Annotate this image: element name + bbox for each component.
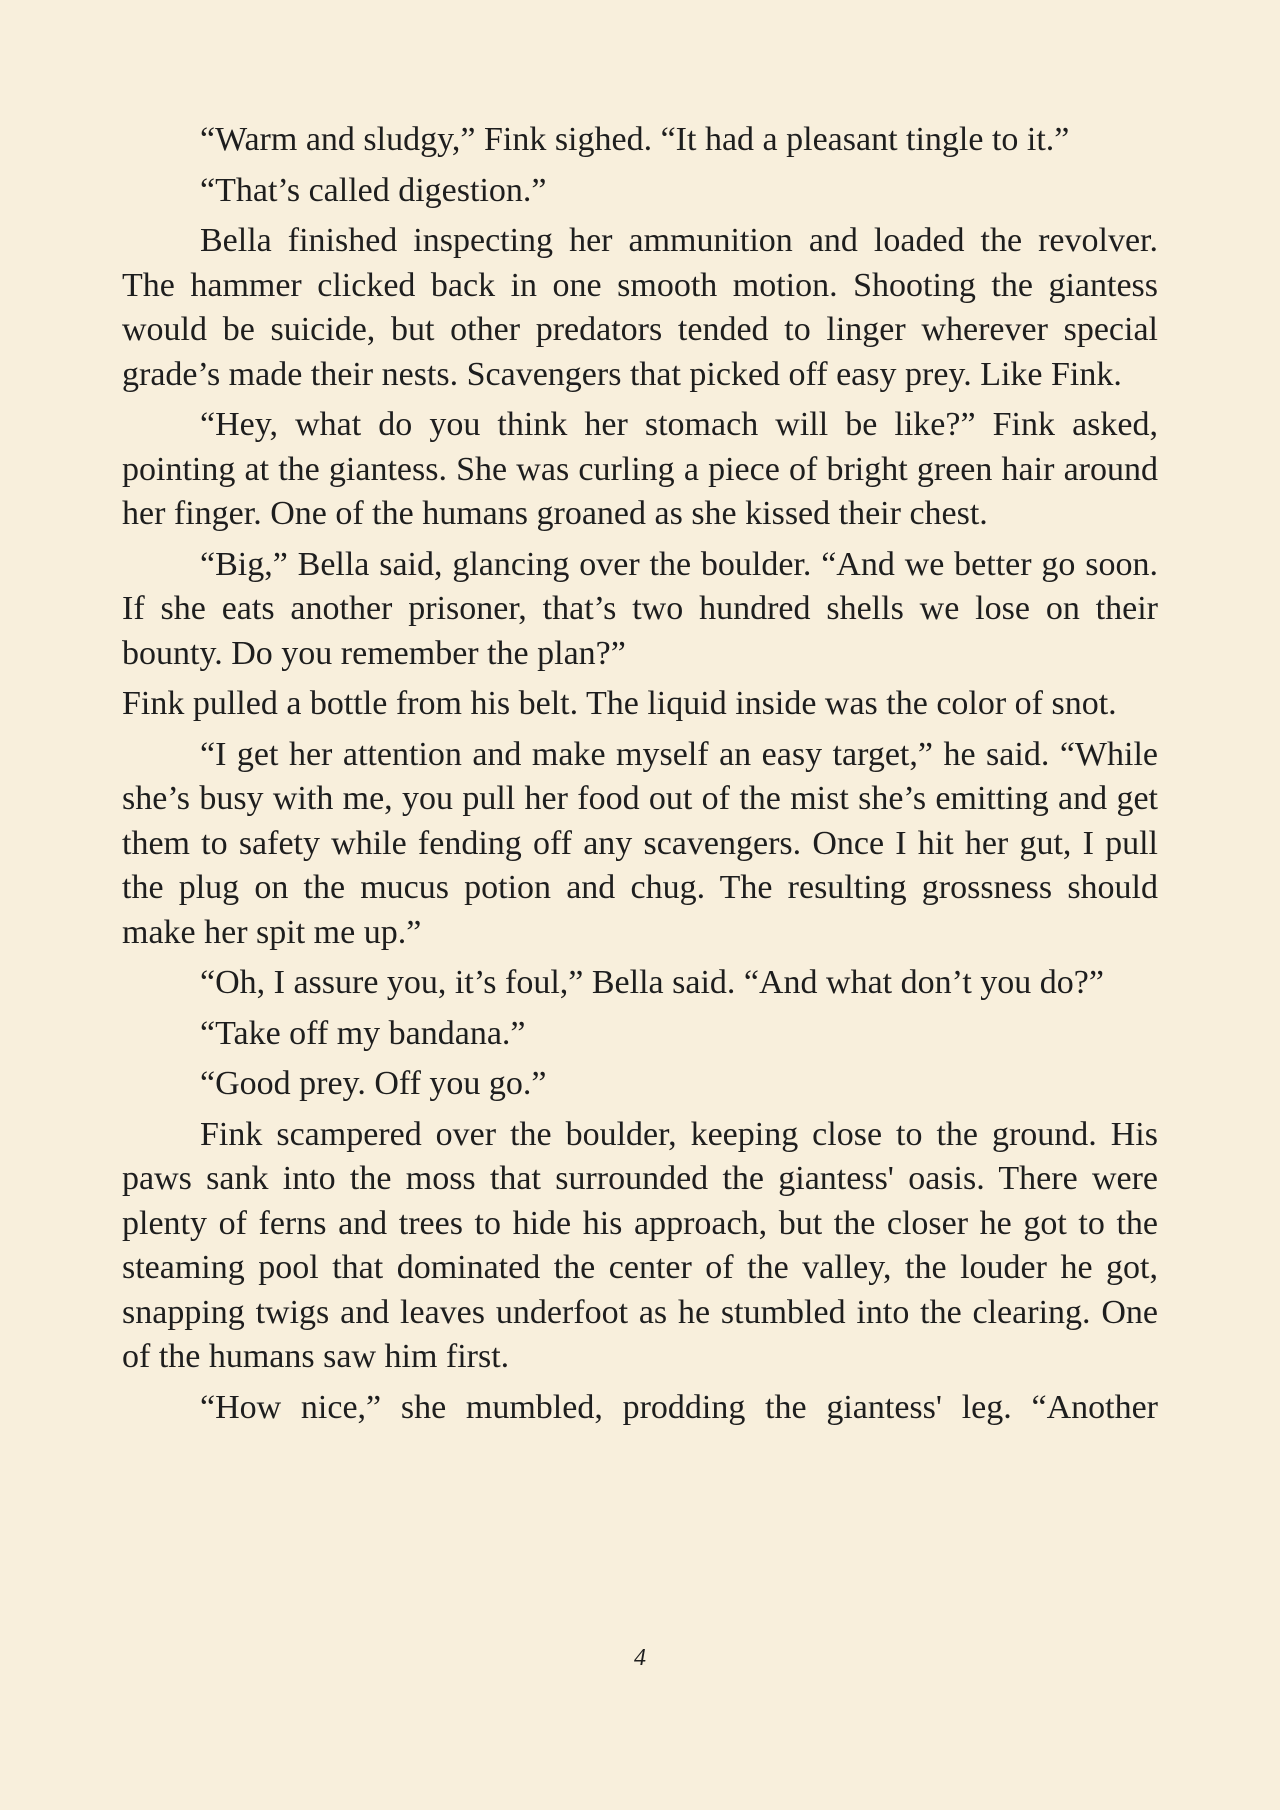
paragraph: “Take off my bandana.” bbox=[200, 1014, 526, 1052]
paragraph: “Big,” Bella said, glancing over the boulder. “And we better go soon. If she eats another prisoner, that’s two hundred shells we lose on their bounty. Do you remember the plan?” bbox=[122, 545, 1158, 672]
paragraph: Bella finished inspecting her ammunition and loaded the revolver. The hammer clicked back in one smooth motion. Shooting the giantess would be suicide, but other predators tended to linger wherever special grade’s made their nests. Scavengers that picked off easy prey. Like Fink. bbox=[122, 222, 1158, 393]
paragraph: “I get her attention and make myself an easy target,” he said. “While she’s busy with me, you pull her food out of the mist she’s emitting and get them to safety while fending off any scavengers. Once I hit her gut, I pull the plug on the mucus potion and chug. The resulting grossness should make her spit me up.” bbox=[122, 735, 1158, 951]
paragraph: “Hey, what do you think her stomach will be like?” Fink asked, pointing at the giantess. She was curling a piece of bright green hair around her finger. One of the humans groaned as she kissed their chest. bbox=[122, 406, 1158, 532]
paragraph: Fink scampered over the boulder, keeping close to the ground. His paws sank into the moss that surrounded the giantess' oasis. There were plenty of ferns and trees to hide his approach, but the closer he got to the steaming pool that dominated the center of the valley, the louder he got, snapping twigs and leaves underfoot as he stumbled into the clearing. One of the humans saw him first. bbox=[122, 1115, 1158, 1375]
page-number: 4 bbox=[634, 1645, 646, 1671]
paragraph: “That’s called digestion.” bbox=[200, 171, 547, 209]
paragraph: “Oh, I assure you, it’s foul,” Bella said. “And what don’t you do?” bbox=[200, 964, 1104, 1001]
book-page-body bbox=[122, 118, 1158, 1436]
paragraph: Fink pulled a bottle from his belt. The liquid inside was the color of snot. bbox=[122, 685, 1117, 722]
paragraph: “Good prey. Off you go.” bbox=[200, 1065, 547, 1102]
paragraph-continued: “How nice,” she mumbled, prodding the giantess' leg. “Another bbox=[200, 1388, 1158, 1426]
paragraph: “Warm and sludgy,” Fink sighed. “It had a pleasant tingle to it.” bbox=[200, 121, 1070, 158]
